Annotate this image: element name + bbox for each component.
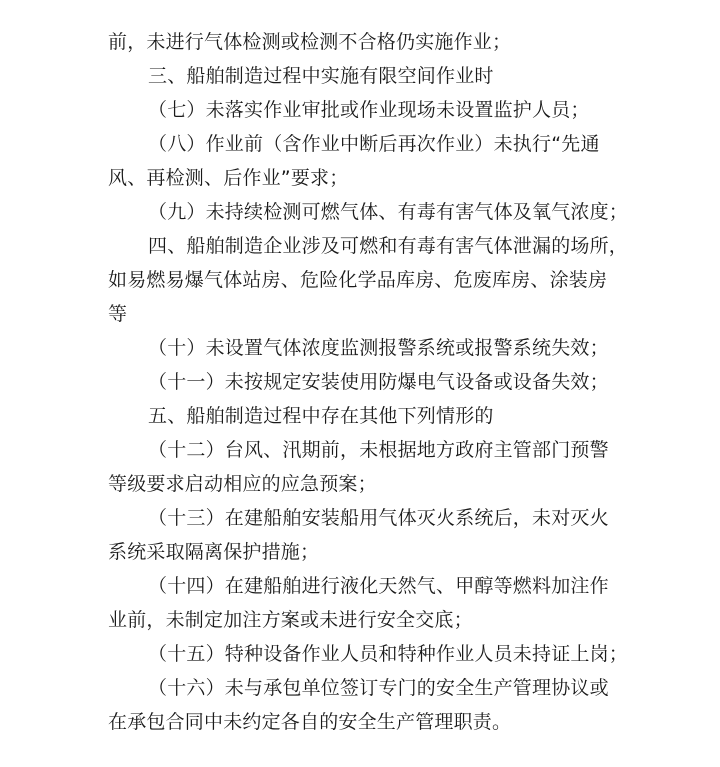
text-line: 系统采取隔离保护措施； bbox=[108, 541, 320, 563]
item-line: （七）未落实作业审批或作业现场未设置监护人员； bbox=[148, 99, 590, 121]
text-line: 业前，未制定加注方案或未进行安全交底； bbox=[108, 609, 473, 631]
text-line: 在承包合同中未约定各自的安全生产管理职责。 bbox=[108, 711, 512, 733]
text-line: 等 bbox=[108, 303, 128, 325]
item-line: （十五）特种设备作业人员和特种作业人员未持证上岗； bbox=[148, 643, 629, 665]
section-heading: 三、船舶制造过程中实施有限空间作业时 bbox=[148, 65, 494, 87]
section-heading: 五、船舶制造过程中存在其他下列情形的 bbox=[148, 405, 494, 427]
item-line: （十一）未按规定安装使用防爆电气设备或设备失效； bbox=[148, 371, 609, 393]
item-line: （十二）台风、汛期前，未根据地方政府主管部门预警 bbox=[148, 439, 609, 461]
item-line: （十三）在建船舶安装船用气体灭火系统后，未对灭火 bbox=[148, 507, 609, 529]
text-line: 前，未进行气体检测或检测不合格仍实施作业； bbox=[108, 31, 512, 53]
text-line: 如易燃易爆气体站房、危险化学品库房、危废库房、涂装房 bbox=[108, 269, 608, 291]
item-line: （八）作业前（含作业中断后再次作业）未执行“先通 bbox=[148, 133, 600, 155]
item-line: （十）未设置气体浓度监测报警系统或报警系统失效； bbox=[148, 337, 609, 359]
item-line: （十四）在建船舶进行液化天然气、甲醇等燃料加注作 bbox=[148, 575, 609, 597]
item-line: （十六）未与承包单位签订专门的安全生产管理协议或 bbox=[148, 677, 609, 699]
text-line: 等级要求启动相应的应急预案； bbox=[108, 473, 377, 495]
item-line: （九）未持续检测可燃气体、有毒有害气体及氧气浓度； bbox=[148, 201, 629, 223]
text-line: 风、再检测、后作业”要求； bbox=[108, 167, 349, 189]
section-heading: 四、船舶制造企业涉及可燃和有毒有害气体泄漏的场所， bbox=[148, 235, 629, 257]
